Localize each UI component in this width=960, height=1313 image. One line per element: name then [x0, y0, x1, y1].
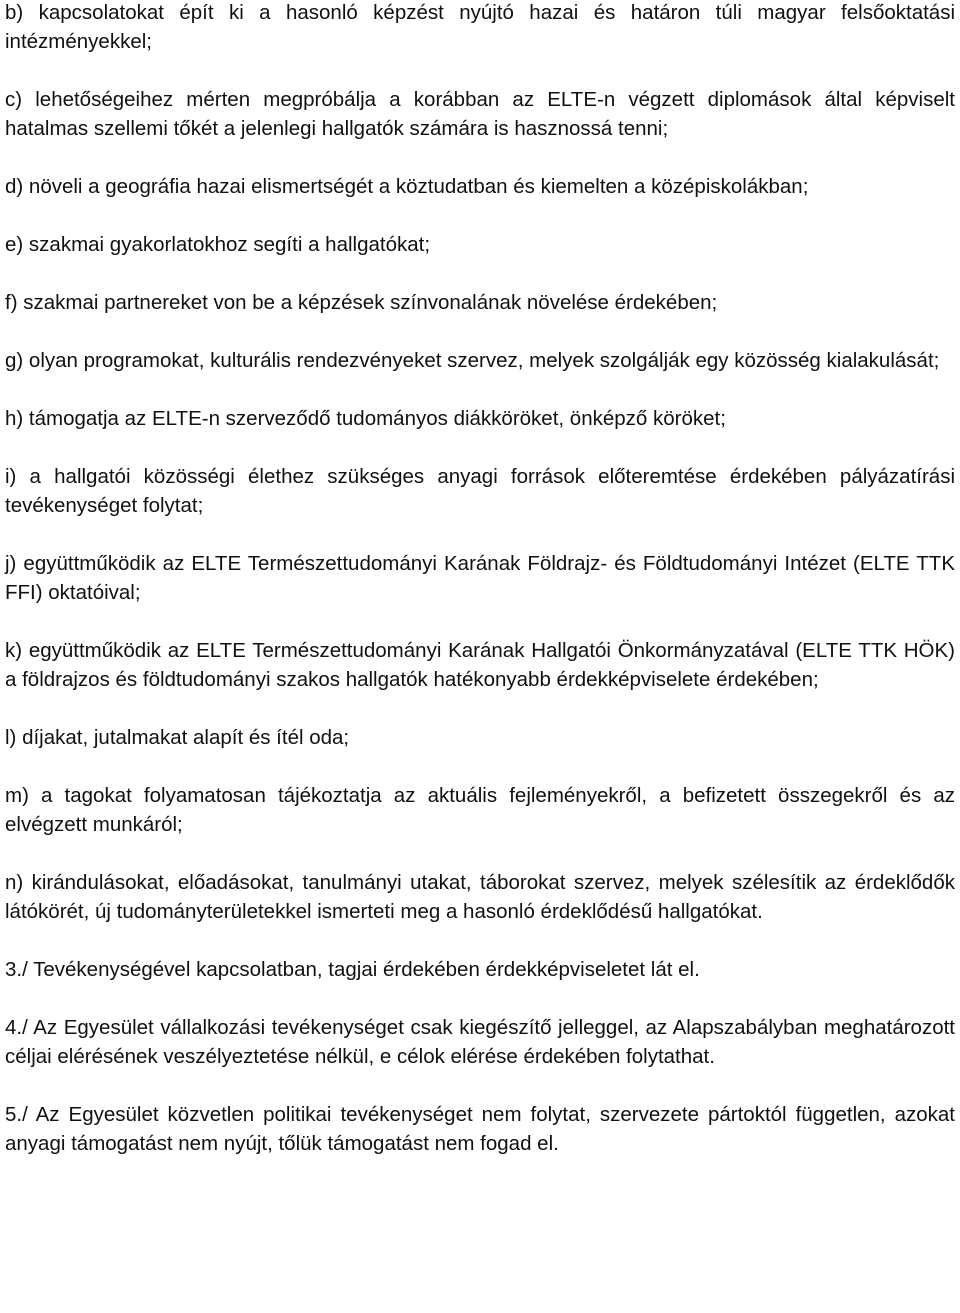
list-item-e: e) szakmai gyakorlatokhoz segíti a hallgatókat;: [5, 233, 431, 256]
section-3-paragraph: 3./ Tevékenységével kapcsolatban, tagjai érdekében érdekképviseletet lát el.: [5, 958, 700, 981]
document-body: [5, 0, 955, 1158]
list-item-c: c) lehetőségeihez mérten megpróbálja a korábban az ELTE-n végzett diplomások által képviselt hatalmas szellemi tőkét a jelenlegi hallgatók számára is hasznossá tenni;: [5, 88, 955, 140]
section-4-paragraph: 4./ Az Egyesület vállalkozási tevékenységet csak kiegészítő jelleggel, az Alapszabályban meghatározott céljai elérésének veszélyeztetése nélkül, e célok elérése érdekében folytathat.: [5, 1016, 955, 1068]
list-item-l: l) díjakat, jutalmakat alapít és ítél oda;: [5, 726, 350, 749]
list-item-g: g) olyan programokat, kulturális rendezvényeket szervez, melyek szolgálják egy közösség kialakulását;: [5, 349, 940, 372]
list-item-k: k) együttműködik az ELTE Természettudományi Karának Hallgatói Önkormányzatával (ELTE TTK HÖK) a földrajzos és földtudományi szakos hallgatók hatékonyabb érdekképviselete érdekében;: [5, 639, 955, 691]
list-item-f: f) szakmai partnereket von be a képzések színvonalának növelése érdekében;: [5, 291, 718, 314]
list-item-m: m) a tagokat folyamatosan tájékoztatja az aktuális fejleményekről, a befizetett összegekről és az elvégzett munkáról;: [5, 784, 955, 836]
list-item-h: h) támogatja az ELTE-n szerveződő tudományos diákköröket, önképző köröket;: [5, 407, 726, 430]
list-item-d: d) növeli a geográfia hazai elismertségét a köztudatban és kiemelten a középiskolákban;: [5, 175, 809, 198]
list-item-j: j) együttműködik az ELTE Természettudományi Karának Földrajz- és Földtudományi Intézet (ELTE TTK FFI) oktatóival;: [5, 552, 955, 604]
list-item-b: b) kapcsolatokat épít ki a hasonló képzést nyújtó hazai és határon túli magyar felsőoktatási intézményekkel;: [5, 1, 955, 53]
section-5-paragraph: 5./ Az Egyesület közvetlen politikai tevékenységet nem folytat, szervezete pártoktól független, azokat anyagi támogatást nem nyújt, tőlük támogatást nem fogad el.: [5, 1103, 955, 1155]
list-item-n: n) kirándulásokat, előadásokat, tanulmányi utakat, táborokat szervez, melyek szélesítik az érdeklődők látókörét, új tudományterületekkel ismerteti meg a hasonló érdeklődésű hallgatókat.: [5, 871, 955, 923]
list-item-i: i) a hallgatói közösségi élethez szükséges anyagi források előteremtése érdekében pályázatírási tevékenységet folytat;: [5, 465, 955, 517]
